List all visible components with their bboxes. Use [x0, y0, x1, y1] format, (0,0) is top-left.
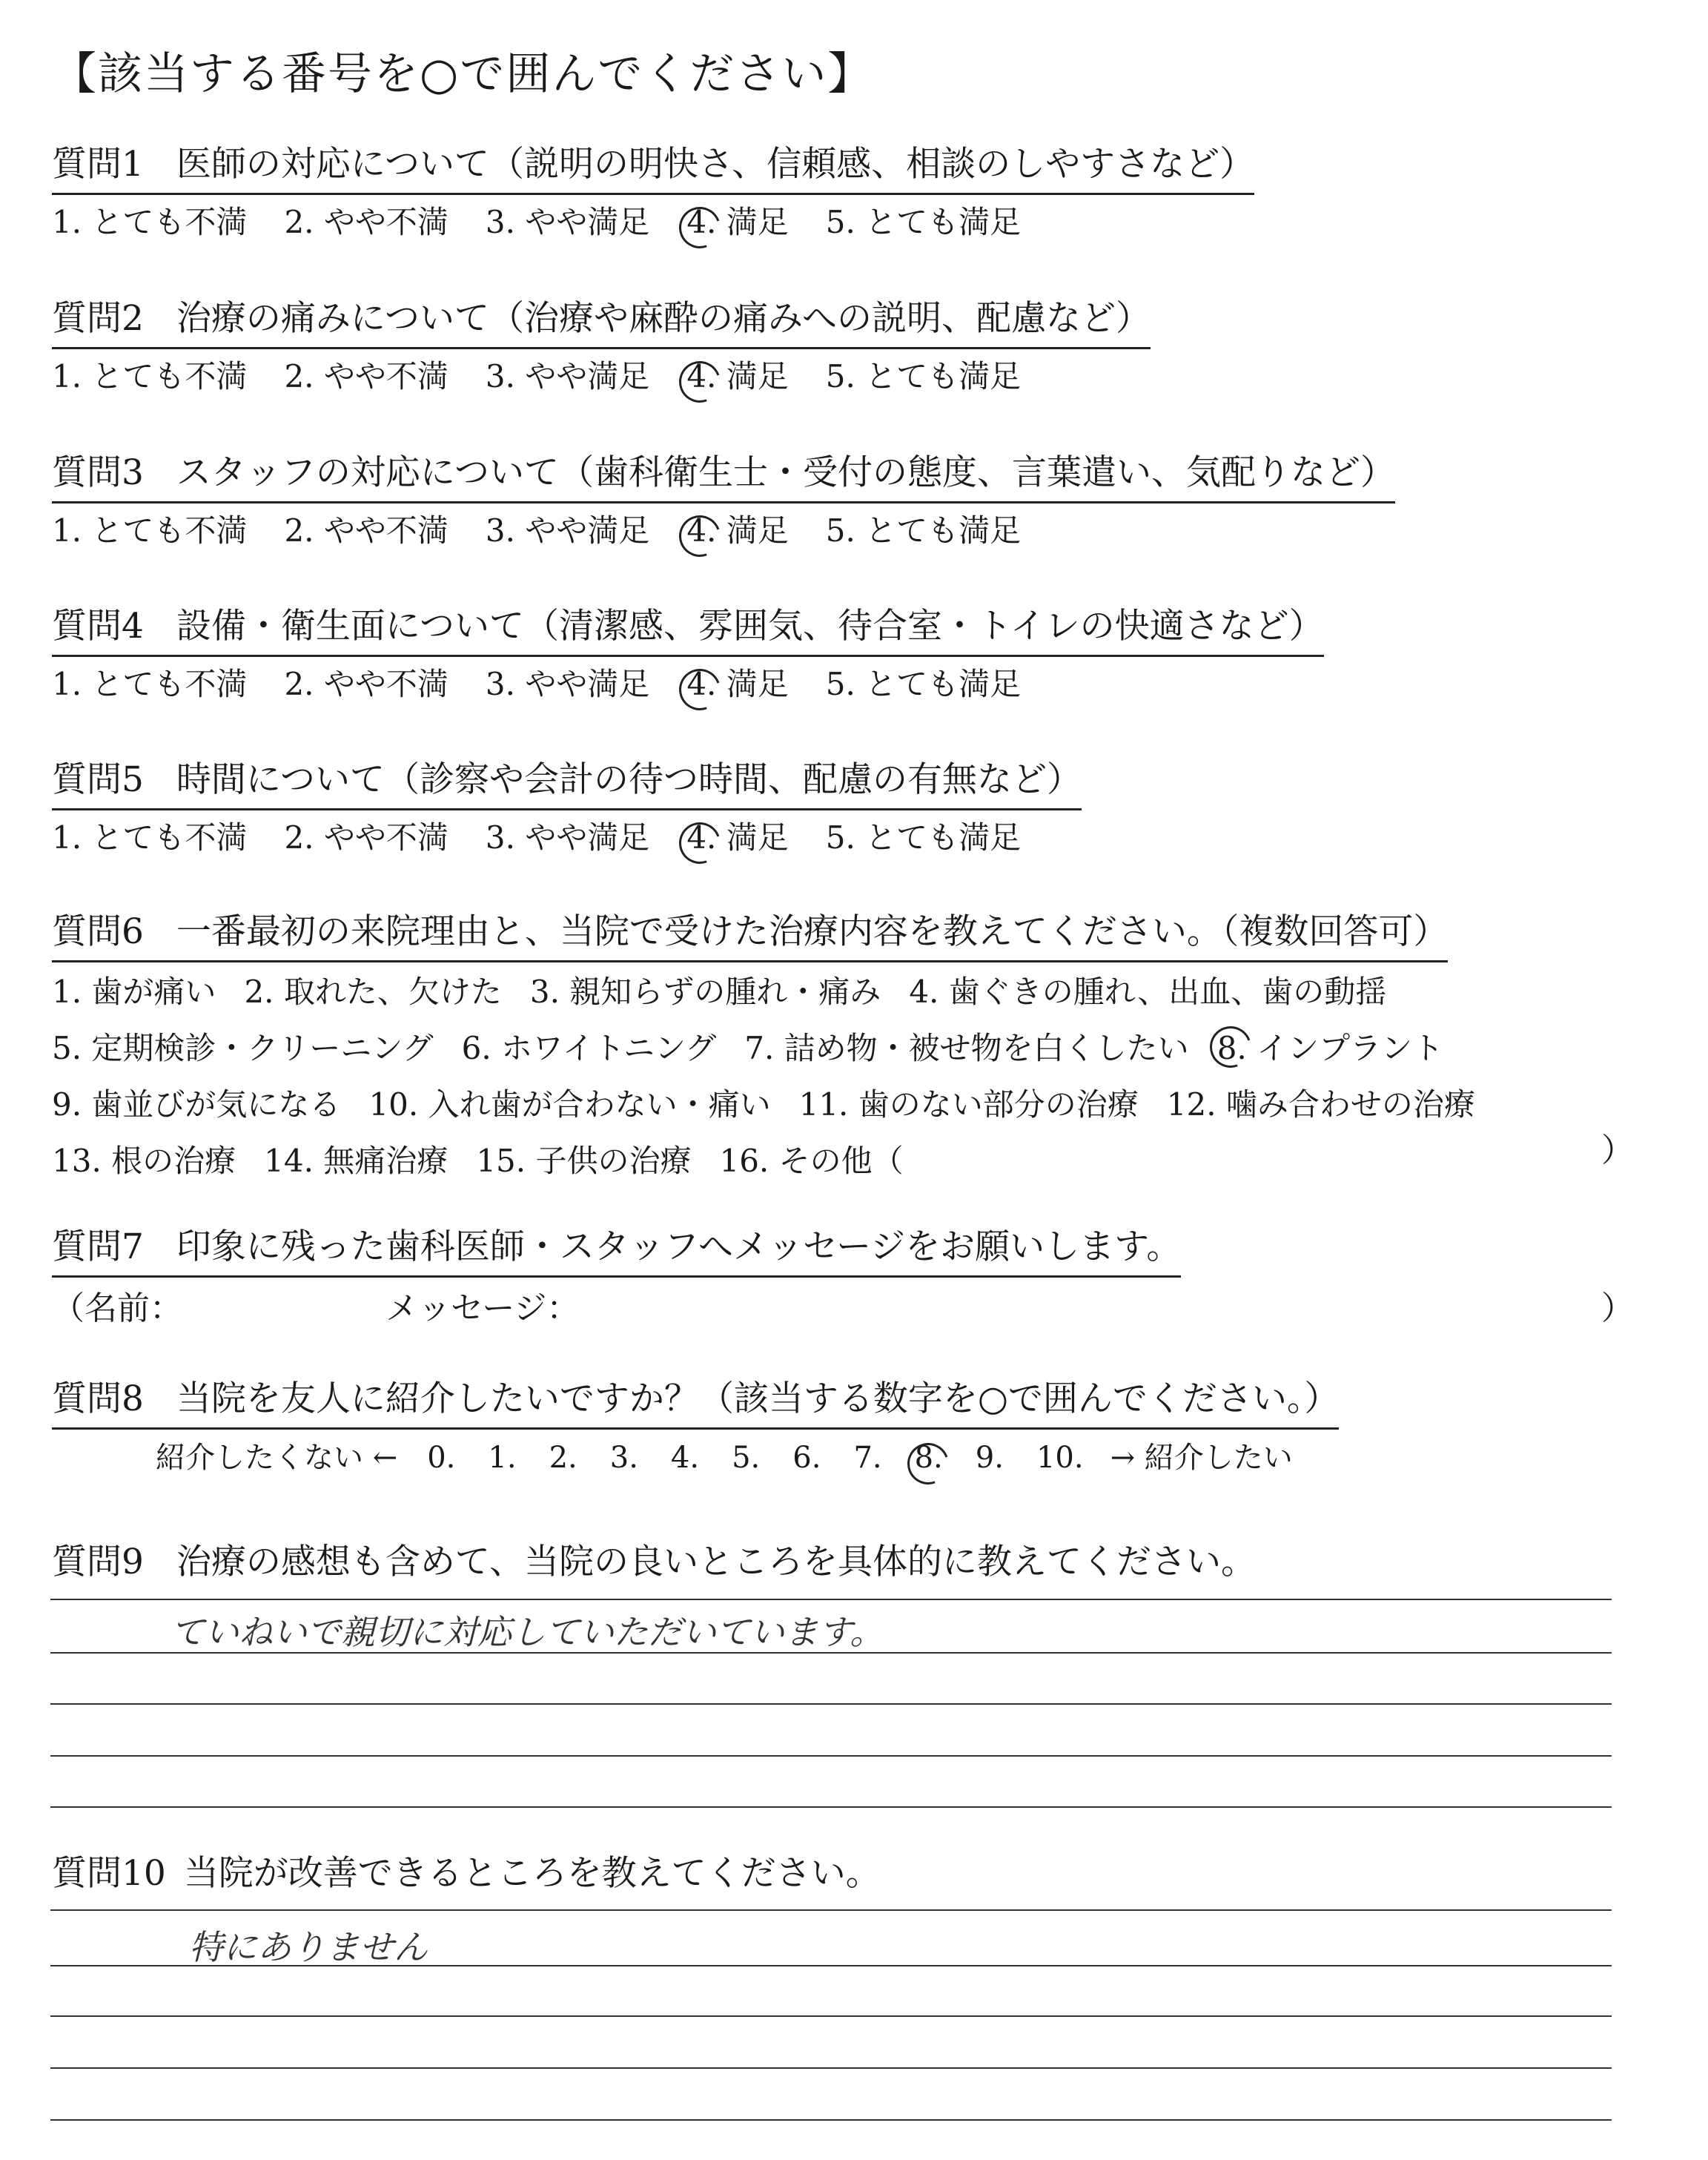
treatment-option[interactable]: 14. 無痛治療	[264, 1143, 448, 1179]
scale-option[interactable]: 0.	[427, 1441, 456, 1475]
answer-option-5[interactable]: 5. とても満足	[825, 204, 1022, 240]
scale-option[interactable]: 6.	[792, 1441, 821, 1475]
question-10-heading	[52, 1850, 881, 1898]
answer-line	[50, 1599, 1612, 1600]
option-row	[52, 964, 1503, 1020]
referral-scale	[156, 1437, 1293, 1479]
answer-option-4[interactable]: 4. 満足	[686, 509, 788, 552]
question-number: 質問4	[52, 606, 144, 647]
answer-option-2[interactable]: 2. やや不満	[284, 358, 448, 394]
answer-line	[50, 2119, 1612, 2121]
answer-option-2[interactable]: 2. やや不満	[284, 512, 448, 549]
question-number: 質問9	[52, 1542, 144, 1582]
question-1-heading	[52, 141, 1254, 195]
answer-option-5[interactable]: 5. とても満足	[825, 819, 1022, 856]
scale-left-label: 紹介したくない ←	[156, 1441, 398, 1475]
answer-option-1[interactable]: 1. とても不満	[52, 358, 248, 394]
answer-option-3[interactable]: 3. やや満足	[485, 819, 650, 856]
treatment-option[interactable]: 3. 親知らずの腫れ・痛み	[529, 974, 881, 1010]
answer-option-3[interactable]: 3. やや満足	[485, 512, 650, 549]
scale-option[interactable]: 4.	[670, 1441, 700, 1475]
answer-line	[50, 2015, 1612, 2017]
option-row	[52, 1020, 1503, 1077]
answer-option-5[interactable]: 5. とても満足	[825, 358, 1022, 394]
q9-handwritten-answer: ていねいで親切に対応していただいています。	[171, 1612, 884, 1652]
question-text: 当院を友人に紹介したいですか？（該当する数字を○で囲んでください。）	[176, 1378, 1340, 1419]
question-number: 質問10	[52, 1853, 166, 1894]
question-6-heading	[52, 908, 1448, 962]
answer-line	[50, 1755, 1612, 1757]
question-4-heading	[52, 603, 1324, 657]
treatment-option[interactable]: 8. インプラント	[1217, 1020, 1443, 1077]
treatment-option[interactable]: 11. 歯のない部分の治療	[798, 1086, 1139, 1123]
question-10	[52, 1850, 881, 1898]
question-number: 質問6	[52, 911, 144, 952]
scale-option[interactable]: 2.	[549, 1441, 577, 1475]
treatment-option[interactable]: 4. 歯ぐきの腫れ、出血、歯の動揺	[909, 974, 1387, 1010]
question-8-heading	[52, 1375, 1339, 1430]
answer-options	[52, 663, 1324, 706]
treatment-option[interactable]: 6. ホワイトニング	[461, 1030, 717, 1066]
answer-option-1[interactable]: 1. とても不満	[52, 204, 248, 240]
q7-close-paren: ）	[1601, 1289, 1634, 1327]
scale-option[interactable]: 10.	[1036, 1441, 1084, 1475]
scale-option[interactable]: 7.	[853, 1441, 882, 1475]
question-5	[52, 756, 1082, 859]
treatment-option[interactable]: 1. 歯が痛い	[52, 974, 216, 1010]
question-text: 設備・衛生面について（清潔感、雰囲気、待合室・トイレの快適さなど）	[176, 606, 1324, 647]
treatment-option[interactable]: 10. 入れ歯が合わない・痛い	[368, 1086, 771, 1123]
answer-options	[52, 201, 1254, 244]
answer-option-2[interactable]: 2. やや不満	[284, 819, 448, 856]
treatment-option[interactable]: 15. 子供の治療	[476, 1143, 692, 1179]
answer-option-2[interactable]: 2. やや不満	[284, 204, 448, 240]
answer-option-4[interactable]: 4. 満足	[686, 201, 788, 244]
question-number: 質問5	[52, 759, 144, 800]
answer-option-4[interactable]: 4. 満足	[686, 355, 788, 398]
question-5-heading	[52, 756, 1082, 810]
question-text: 印象に残った歯科医師・スタッフへメッセージをお願いします。	[176, 1226, 1182, 1267]
answer-options	[52, 509, 1395, 552]
answer-line	[50, 1703, 1612, 1705]
page-title: 【該当する番号を○で囲んでください】	[52, 48, 874, 100]
answer-option-4[interactable]: 4. 満足	[686, 816, 788, 859]
question-number: 質問2	[52, 298, 144, 339]
answer-option-1[interactable]: 1. とても不満	[52, 819, 248, 856]
scale-option[interactable]: 9.	[975, 1441, 1004, 1475]
answer-line	[50, 1806, 1612, 1808]
question-text: 時間について（診察や会計の待つ時間、配慮の有無など）	[176, 759, 1082, 800]
name-label: （名前：	[52, 1289, 182, 1327]
treatment-option[interactable]: 2. 取れた、欠けた	[244, 974, 502, 1010]
message-label: メッセージ：	[385, 1289, 580, 1327]
question-number: 質問1	[52, 144, 144, 185]
question-1	[52, 141, 1254, 244]
question-text: 医師の対応について（説明の明快さ、信頼感、相談のしやすさなど）	[176, 144, 1255, 185]
treatment-option[interactable]: 9. 歯並びが気になる	[52, 1086, 341, 1123]
question-9	[52, 1539, 1256, 1586]
answer-option-3[interactable]: 3. やや満足	[485, 666, 650, 702]
treatment-option[interactable]: 12. 噛み合わせの治療	[1166, 1086, 1475, 1123]
option-row	[52, 1077, 1503, 1133]
question-text: スタッフの対応について（歯科衛生士・受付の態度、言葉遣い、気配りなど）	[176, 452, 1395, 493]
answer-option-5[interactable]: 5. とても満足	[825, 666, 1022, 702]
q10-handwritten-answer: 特にありません	[189, 1927, 428, 1967]
question-number: 質問7	[52, 1226, 144, 1267]
question-number: 質問8	[52, 1378, 144, 1419]
answer-option-5[interactable]: 5. とても満足	[825, 512, 1022, 549]
option-row	[52, 1133, 1503, 1189]
question-7	[52, 1223, 1181, 1278]
answer-option-3[interactable]: 3. やや満足	[485, 204, 650, 240]
q6-close-paren: ）	[1601, 1132, 1634, 1169]
scale-option[interactable]: 8.	[915, 1437, 943, 1479]
question-text: 治療の痛みについて（治療や麻酔の痛みへの説明、配慮など）	[176, 298, 1151, 339]
question-text: 一番最初の来院理由と、当院で受けた治療内容を教えてください。（複数回答可）	[176, 911, 1449, 952]
question-2	[52, 295, 1151, 398]
answer-line	[50, 1652, 1612, 1654]
treatment-option[interactable]: 5. 定期検診・クリーニング	[52, 1030, 434, 1066]
scale-option[interactable]: 3.	[609, 1441, 638, 1475]
question-8	[52, 1375, 1339, 1430]
answer-option-1[interactable]: 1. とても不満	[52, 666, 248, 702]
answer-line	[50, 1965, 1612, 1966]
question-9-heading	[52, 1539, 1256, 1586]
answer-line	[50, 1909, 1612, 1911]
scale-option[interactable]: 5.	[732, 1441, 761, 1475]
question-text: 治療の感想も含めて、当院の良いところを具体的に教えてください。	[176, 1542, 1256, 1582]
question-2-heading	[52, 295, 1151, 349]
scale-right-label: → 紹介したい	[1110, 1441, 1293, 1475]
question-3	[52, 449, 1395, 552]
treatment-option[interactable]: 13. 根の治療	[52, 1143, 236, 1179]
answer-option-4[interactable]: 4. 満足	[686, 663, 788, 706]
question-6	[52, 908, 1503, 1189]
treatment-option[interactable]: 7. 詰め物・被せ物を白くしたい	[744, 1030, 1189, 1066]
treatment-option[interactable]: 16. その他（	[719, 1143, 904, 1179]
question-number: 質問3	[52, 452, 144, 493]
question-3-heading	[52, 449, 1395, 503]
question-text: 当院が改善できるところを教えてください。	[183, 1853, 881, 1894]
answer-options	[52, 816, 1082, 859]
scale-option[interactable]: 1.	[488, 1441, 517, 1475]
answer-option-1[interactable]: 1. とても不満	[52, 512, 248, 549]
question-4	[52, 603, 1324, 706]
answer-options	[52, 355, 1151, 398]
answer-line	[50, 2067, 1612, 2069]
answer-option-3[interactable]: 3. やや満足	[485, 358, 650, 394]
question-7-heading	[52, 1223, 1181, 1278]
answer-option-2[interactable]: 2. やや不満	[284, 666, 448, 702]
